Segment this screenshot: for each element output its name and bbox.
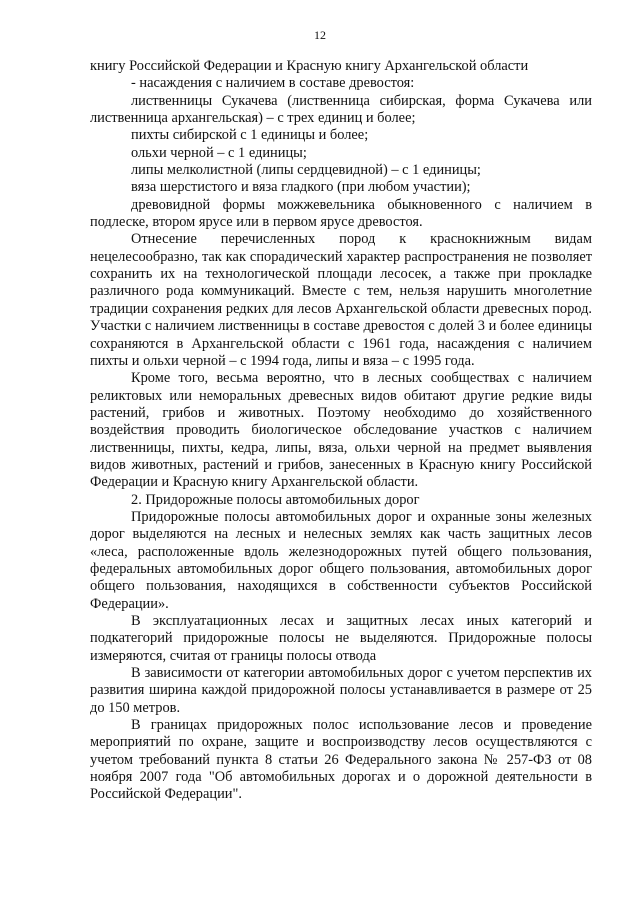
paragraph: Придорожные полосы автомобильных дорог и охранные зоны железных дорог выделяются на лесных и нелесных землях как часть защитных лесов «леса, расположенные вдоль железнодорожных путей общего пользования, федеральных автомобильных дорог общего пользования, автомобильных дорог общего пользования, находящихся в собственности субъектов Российской Федерации». xyxy=(90,508,592,612)
list-item: ольхи черной – с 1 единицы; xyxy=(131,144,307,161)
document-body xyxy=(90,58,592,804)
list-item: древовидной формы можжевельника обыкновенного с наличием в подлеске, втором ярусе или в первом ярусе древостоя. xyxy=(90,196,592,231)
paragraph: книгу Российской Федерации и Красную книгу Архангельской области xyxy=(90,58,529,74)
list-item: лиственницы Сукачева (лиственница сибирская, форма Сукачева или лиственница архангельская) – с трех единиц и более; xyxy=(90,92,592,127)
list-item: - насаждения с наличием в составе древостоя: xyxy=(131,75,415,92)
section-heading: 2. Придорожные полосы автомобильных дорог xyxy=(131,491,420,508)
paragraph: Кроме того, весьма вероятно, что в лесных сообществах с наличием реликтовых или неморальных древесных видов обитают другие редкие виды растений, грибов и животных. Поэтому необходимо до хозяйственного воздействия проводить биологическое обследование участков с наличием лиственницы, пихты, кедра, липы, вяза, ольхи черной на предмет выявления видов животных, растений и грибов, занесенных в Красную книгу Российской Федерации и Красную книгу Архангельской области. xyxy=(90,370,592,491)
list-item: пихты сибирской с 1 единицы и более; xyxy=(131,127,369,144)
paragraph: Отнесение перечисленных пород к краснокнижным видам нецелесообразно, так как спорадический характер распространения не позволяет сохранить их на технологической площади лесосек, а также при прокладке различного рода коммуникаций. Вместе с тем, нельзя нарушить многолетние традиции сохранения редких для лесов Архангельской области древесных пород. Участки с наличием лиственницы в составе древостоя с долей 3 и более единицы сохраняются в Архангельской области с 1961 года, насаждения с наличием пихты и ольхи черной – с 1994 года, липы и вяза – с 1995 года. xyxy=(90,231,592,369)
list-item: липы мелколистной (липы сердцевидной) – с 1 единицы; xyxy=(131,162,481,179)
paragraph: В эксплуатационных лесах и защитных лесах иных категорий и подкатегорий придорожные полосы не выделяются. Придорожные полосы измеряются, считая от границы полосы отвода xyxy=(90,613,592,664)
list-item: вяза шерстистого и вяза гладкого (при любом участии); xyxy=(131,179,471,196)
page-number: 12 xyxy=(314,28,326,42)
paragraph: В границах придорожных полос использование лесов и проведение мероприятий по охране, защите и воспроизводству лесов осуществляются с учетом требований пункта 8 статьи 26 Федерального закона № 257-ФЗ от 08 ноября 2007 года "Об автомобильных дорогах и о дорожной деятельности в Российской Федерации". xyxy=(90,717,592,803)
paragraph: В зависимости от категории автомобильных дорог с учетом перспектив их развития ширина каждой придорожной полосы устанавливается в размере от 25 до 150 метров. xyxy=(90,665,592,716)
